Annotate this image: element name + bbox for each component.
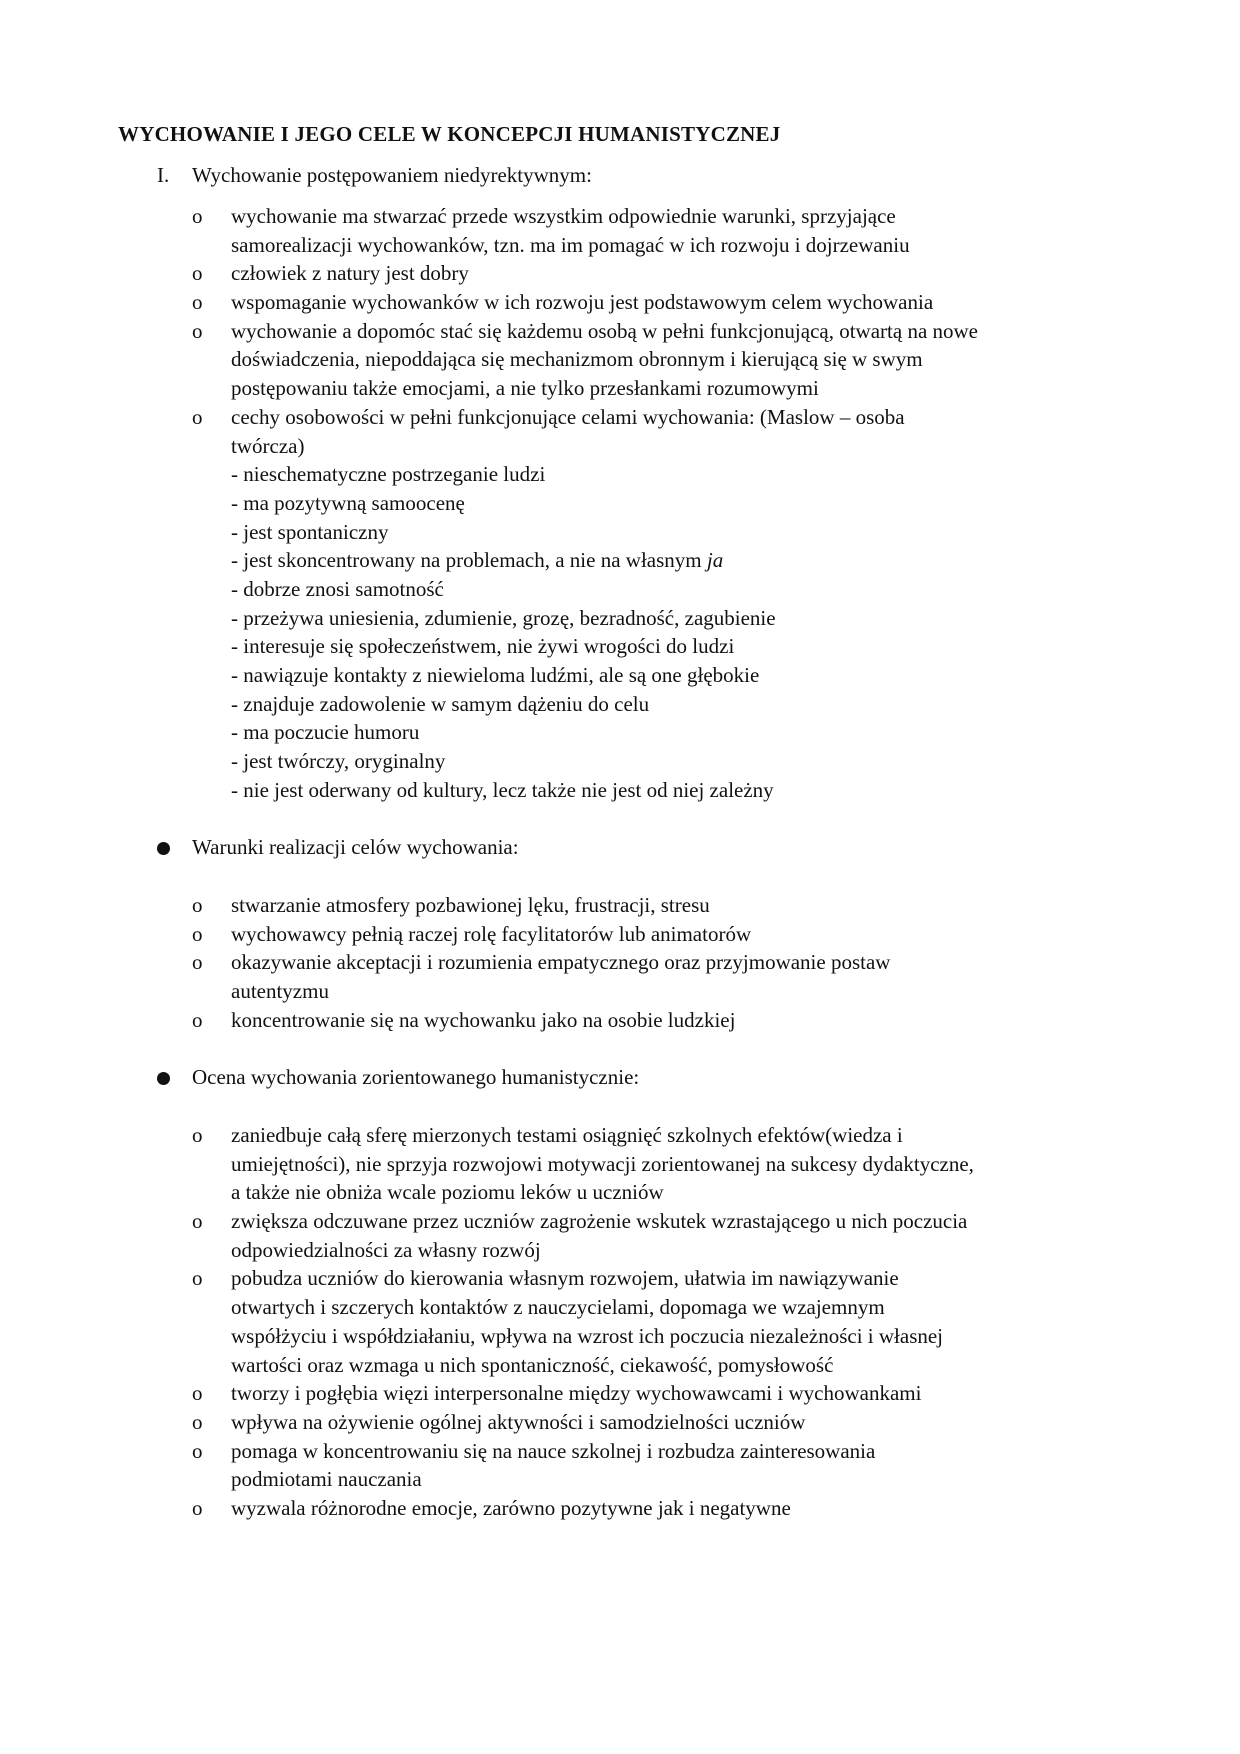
text-segment: stwarzanie atmosfery pozbawionej lęku, frustracji, stresu (231, 893, 710, 917)
circle-bullet-icon: o (192, 1438, 203, 1463)
text-segment: - znajduje zadowolenie w samym dążeniu do celu (231, 691, 650, 716)
list-item (0, 920, 1240, 949)
list-item-text (231, 374, 819, 403)
list-item-text (231, 1379, 921, 1408)
list-item-text (231, 1322, 943, 1351)
heading-text: Wychowanie postępowaniem niedyrektywnym: (192, 163, 592, 187)
list-item (0, 1121, 1240, 1150)
list-item-text (231, 1437, 875, 1466)
list-item-text (231, 575, 444, 604)
list-item-continuation (0, 747, 1240, 776)
list-item (0, 948, 1240, 977)
text-segment: koncentrowanie się na wychowanku jako na osobie ludzkiej (231, 1007, 736, 1032)
list-item-text (231, 1293, 885, 1322)
roman-numeral-marker: I. (157, 163, 170, 187)
text-segment: twórcza) (231, 433, 305, 458)
list-item-text (231, 1121, 903, 1150)
section-2-list (0, 891, 1240, 1034)
list-item-text (231, 1494, 791, 1523)
circle-bullet-icon: o (192, 1381, 203, 1406)
list-item (0, 403, 1240, 432)
list-item-text (231, 546, 723, 575)
bullet-icon (157, 1072, 170, 1085)
list-item-text (231, 317, 978, 346)
circle-bullet-icon: o (192, 921, 203, 946)
list-item-text (231, 460, 545, 489)
list-item-text (231, 948, 890, 977)
list-item-text (231, 432, 304, 461)
list-item-text (231, 920, 751, 949)
text-segment: samorealizacji wychowanków, tzn. ma im pomagać w ich rozwoju i dojrzewaniu (231, 232, 910, 257)
circle-bullet-icon: o (192, 1495, 203, 1520)
circle-bullet-icon: o (192, 1123, 203, 1147)
section-3-heading (0, 1063, 1240, 1092)
list-item-continuation (0, 1178, 1240, 1207)
text-segment: pomaga w koncentrowaniu się na nauce szkolnej i rozbudza zainteresowania (231, 1438, 876, 1463)
circle-bullet-icon: o (192, 893, 203, 917)
italic-word: ja (706, 548, 724, 573)
list-item-continuation (0, 1293, 1240, 1322)
list-item-text (231, 661, 759, 690)
circle-bullet-icon: o (192, 290, 203, 315)
text-segment: wychowanie ma stwarzać przede wszystkim odpowiednie warunki, sprzyjające (231, 204, 896, 228)
list-item-continuation (0, 632, 1240, 661)
list-item-text (231, 345, 923, 374)
list-item-text (231, 231, 910, 260)
list-item-continuation (0, 718, 1240, 747)
list-item (0, 1006, 1240, 1035)
list-item-text (231, 1178, 664, 1207)
list-item-text (231, 891, 710, 920)
text-segment: - dobrze znosi samotność (231, 576, 444, 601)
list-item-continuation (0, 1236, 1240, 1265)
circle-bullet-icon: o (192, 1209, 203, 1234)
list-item-text (231, 202, 896, 231)
text-segment: umiejętności), nie sprzyja rozwojowi motywacji zorientowanej na sukcesy dydaktyczne, (231, 1151, 974, 1176)
circle-bullet-icon: o (192, 1409, 203, 1434)
list-item-continuation (0, 776, 1240, 805)
list-item-text (231, 518, 388, 547)
text-segment: - nawiązuje kontakty z niewieloma ludźmi, ale są one głębokie (231, 663, 760, 687)
list-item-text (231, 1264, 899, 1293)
list-item-continuation (0, 518, 1240, 547)
text-segment: a także nie obniża wcale poziomu leków u uczniów (231, 1180, 664, 1205)
circle-bullet-icon: o (192, 204, 203, 228)
list-item (0, 1264, 1240, 1293)
list-item (0, 202, 1240, 231)
text-segment: współżyciu i współdziałaniu, wpływa na wzrost ich poczucia niezależności i własnej (231, 1323, 944, 1348)
list-item-continuation (0, 604, 1240, 633)
text-segment: odpowiedzialności za własny rozwój (231, 1237, 541, 1262)
text-segment: wpływa na ożywienie ogólnej aktywności i samodzielności uczniów (231, 1409, 806, 1434)
list-item-text (231, 747, 445, 776)
list-item (0, 1207, 1240, 1236)
section-3-list (0, 1121, 1240, 1523)
text-segment: wyzwala różnorodne emocje, zarówno pozytywne jak i negatywne (231, 1495, 791, 1520)
text-segment: podmiotami nauczania (231, 1467, 422, 1492)
list-item (0, 891, 1240, 920)
list-item-text (231, 489, 465, 518)
text-segment: wartości oraz wzmaga u nich spontaniczność, ciekawość, pomysłowość (231, 1352, 834, 1377)
list-item-continuation (0, 374, 1240, 403)
text-segment: doświadczenia, niepoddająca się mechanizmom obronnym i kierującą się w swym (231, 347, 923, 372)
list-item-text (231, 632, 734, 661)
text-segment: - ma poczucie humoru (231, 720, 420, 745)
list-item-continuation (0, 432, 1240, 461)
text-segment: - jest spontaniczny (231, 519, 389, 544)
text-segment: - nieschematyczne postrzeganie ludzi (231, 462, 546, 487)
list-item-text (231, 718, 419, 747)
list-item-continuation (0, 690, 1240, 719)
list-item (0, 1494, 1240, 1523)
text-segment: - jest twórczy, oryginalny (231, 749, 446, 774)
list-item-continuation (0, 460, 1240, 489)
list-item-continuation (0, 977, 1240, 1006)
text-segment: wspomaganie wychowanków w ich rozwoju jest podstawowym celem wychowania (231, 290, 934, 315)
text-segment: - jest skoncentrowany na problemach, a nie na własnym (231, 548, 707, 573)
list-item-continuation (0, 231, 1240, 260)
text-segment: - nie jest oderwany od kultury, lecz także nie jest od niej zależny (231, 777, 774, 802)
list-item-text (231, 1006, 735, 1035)
list-item-text (231, 1465, 422, 1494)
text-segment: tworzy i pogłębia więzi interpersonalne między wychowawcami i wychowankami (231, 1381, 922, 1406)
section-2-heading (0, 833, 1240, 862)
circle-bullet-icon: o (192, 1007, 203, 1032)
text-segment: autentyzmu (231, 979, 329, 1004)
bullet-icon (157, 842, 170, 855)
text-segment: wychowanie a dopomóc stać się każdemu osobą w pełni funkcjonującą, otwartą na nowe (231, 318, 978, 343)
circle-bullet-icon: o (192, 261, 203, 286)
section-1-list (0, 202, 1240, 804)
text-segment: zaniedbuje całą sferę mierzonych testami osiągnięć szkolnych efektów(wiedza i (231, 1123, 903, 1147)
list-item-continuation (0, 546, 1240, 575)
list-item-continuation (0, 1150, 1240, 1179)
circle-bullet-icon: o (192, 318, 203, 343)
heading-text: Ocena wychowania zorientowanego humanistycznie: (192, 1065, 640, 1089)
list-item (0, 259, 1240, 288)
circle-bullet-icon: o (192, 404, 203, 429)
list-item-text (231, 1408, 805, 1437)
list-item-continuation (0, 575, 1240, 604)
text-segment: otwartych i szczerych kontaktów z nauczycielami, dopomaga we wzajemnym (231, 1295, 885, 1320)
text-segment: zwiększa odczuwane przez uczniów zagrożenie wskutek wzrastającego u nich poczucia (231, 1209, 968, 1234)
list-item-text (231, 604, 776, 633)
list-item-text (231, 1150, 974, 1179)
section-1-heading (0, 161, 1240, 190)
list-item-continuation (0, 345, 1240, 374)
list-item (0, 317, 1240, 346)
circle-bullet-icon: o (192, 950, 203, 975)
text-segment: okazywanie akceptacji i rozumienia empatycznego oraz przyjmowanie postaw (231, 950, 891, 975)
text-segment: - przeżywa uniesienia, zdumienie, grozę, bezradność, zagubienie (231, 605, 776, 630)
list-item-text (231, 1207, 967, 1236)
text-segment: pobudza uczniów do kierowania własnym rozwojem, ułatwia im nawiązywanie (231, 1266, 899, 1291)
circle-bullet-icon: o (192, 1266, 203, 1291)
text-segment: cechy osobowości w pełni funkcjonujące celami wychowania: (Maslow – osoba (231, 404, 905, 429)
heading-text: Warunki realizacji celów wychowania: (192, 835, 519, 859)
list-item-continuation (0, 1322, 1240, 1351)
list-item-continuation (0, 661, 1240, 690)
list-item-text (231, 288, 933, 317)
list-item-text (231, 690, 649, 719)
list-item (0, 1437, 1240, 1466)
list-item (0, 1408, 1240, 1437)
list-item-continuation (0, 1465, 1240, 1494)
list-item-text (231, 776, 774, 805)
text-segment: - interesuje się społeczeństwem, nie żywi wrogości do ludzi (231, 634, 735, 659)
list-item-text (231, 1351, 833, 1380)
text-segment: wychowawcy pełnią raczej rolę facylitatorów lub animatorów (231, 921, 752, 946)
document-title: WYCHOWANIE I JEGO CELE W KONCEPCJI HUMANISTYCZNEJ (118, 122, 781, 146)
list-item-continuation (0, 1351, 1240, 1380)
list-item-text (231, 259, 469, 288)
text-segment: postępowaniu także emocjami, a nie tylko przesłankami rozumowymi (231, 376, 819, 401)
list-item-text (231, 1236, 541, 1265)
list-item (0, 288, 1240, 317)
list-item (0, 1379, 1240, 1408)
list-item-continuation (0, 489, 1240, 518)
text-segment: człowiek z natury jest dobry (231, 261, 469, 286)
text-segment: - ma pozytywną samoocenę (231, 490, 465, 515)
list-item-text (231, 977, 329, 1006)
list-item-text (231, 403, 905, 432)
